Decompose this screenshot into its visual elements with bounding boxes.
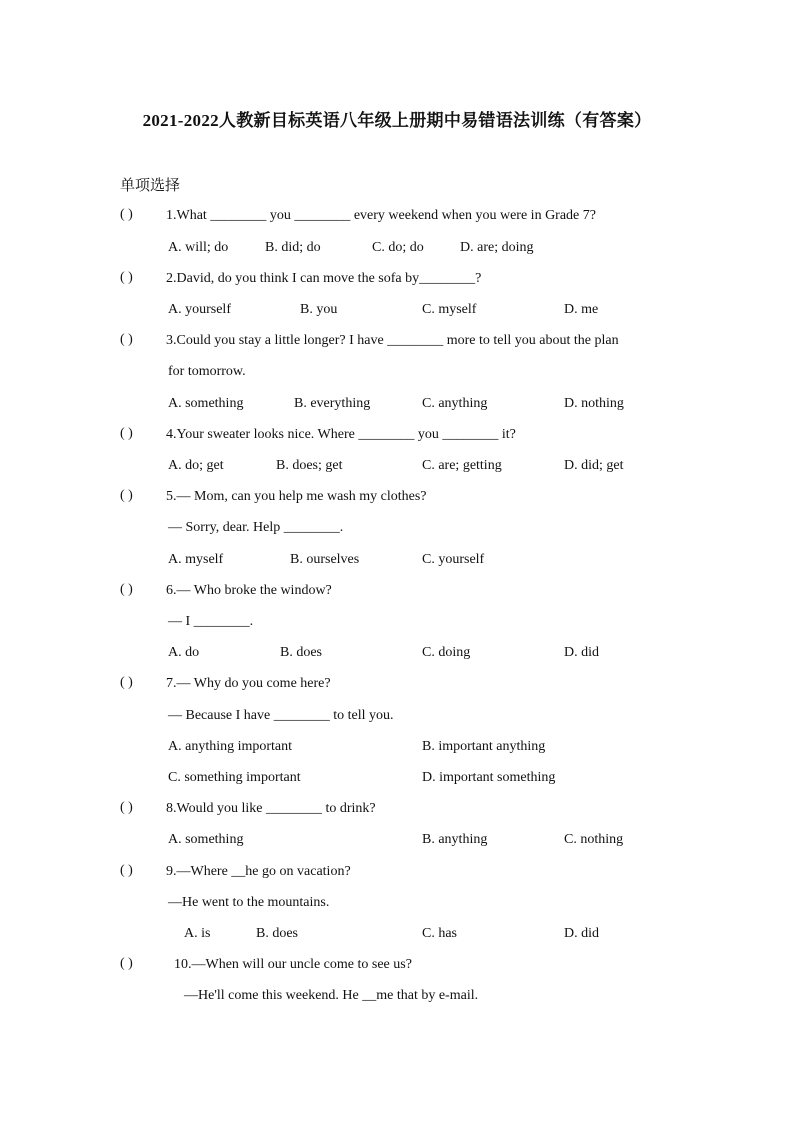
option-a: A. do — [168, 645, 200, 660]
option-c: C. yourself — [422, 552, 485, 567]
option-c: C. myself — [422, 302, 477, 317]
option-c: C. do; do — [372, 240, 424, 255]
option-a: A. something — [168, 832, 244, 847]
question-text: 4.Your sweater looks nice. Where ________ you ________ it? — [166, 427, 516, 442]
option-a: A. is — [184, 926, 211, 941]
option-d: D. did — [564, 926, 599, 941]
option-b: B. everything — [294, 396, 371, 411]
question-text-continued: — Because I have ________ to tell you. — [168, 708, 394, 723]
question-text-continued: —He'll come this weekend. He __me that by e-mail. — [184, 988, 479, 1003]
answer-blank: ( ) — [120, 426, 133, 441]
question-text-continued: —He went to the mountains. — [168, 895, 330, 910]
question-text: 9.—Where __he go on vacation? — [166, 864, 351, 879]
option-b: B. important anything — [422, 739, 546, 754]
option-a: A. yourself — [168, 302, 231, 317]
option-c: C. something important — [168, 770, 301, 785]
answer-blank: ( ) — [120, 332, 133, 347]
option-b: B. does; get — [276, 458, 343, 473]
option-c: C. anything — [422, 396, 488, 411]
document-title: 2021-2022人教新目标英语八年级上册期中易错语法训练（有答案） — [142, 111, 652, 130]
option-c: C. has — [422, 926, 457, 941]
option-b: B. does — [256, 926, 298, 941]
answer-blank: ( ) — [120, 956, 133, 971]
option-a: A. do; get — [168, 458, 224, 473]
question-text: 10.—When will our uncle come to see us? — [174, 957, 412, 972]
option-d: D. important something — [422, 770, 556, 785]
option-d: D. me — [564, 302, 599, 317]
question-text: 7.— Why do you come here? — [166, 676, 331, 691]
answer-blank: ( ) — [120, 863, 133, 878]
question-text-continued: — I ________. — [168, 614, 254, 629]
question-text: 5.— Mom, can you help me wash my clothes? — [166, 489, 427, 504]
option-c: C. are; getting — [422, 458, 502, 473]
question-text: 2.David, do you think I can move the sofa by________? — [166, 271, 482, 286]
option-c: C. nothing — [564, 832, 624, 847]
question-text: 3.Could you stay a little longer? I have ________ more to tell you about the plan — [166, 333, 619, 348]
option-d: D. did — [564, 645, 599, 660]
option-b: B. did; do — [265, 240, 321, 255]
question-text: 8.Would you like ________ to drink? — [166, 801, 376, 816]
option-b: B. anything — [422, 832, 488, 847]
question-text-continued: for tomorrow. — [168, 364, 246, 379]
answer-blank: ( ) — [120, 582, 133, 597]
option-b: B. ourselves — [290, 552, 360, 567]
option-d: D. are; doing — [460, 240, 534, 255]
option-c: C. doing — [422, 645, 471, 660]
section-heading: 单项选择 — [120, 178, 181, 194]
answer-blank: ( ) — [120, 270, 133, 285]
option-b: B. you — [300, 302, 338, 317]
answer-blank: ( ) — [120, 675, 133, 690]
option-a: A. something — [168, 396, 244, 411]
answer-blank: ( ) — [120, 488, 133, 503]
option-d: D. nothing — [564, 396, 624, 411]
question-text: 6.— Who broke the window? — [166, 583, 332, 598]
option-a: A. will; do — [168, 240, 229, 255]
option-d: D. did; get — [564, 458, 624, 473]
option-b: B. does — [280, 645, 322, 660]
question-text: 1.What ________ you ________ every weekend when you were in Grade 7? — [166, 208, 596, 223]
answer-blank: ( ) — [120, 207, 133, 222]
option-a: A. anything important — [168, 739, 293, 754]
option-a: A. myself — [168, 552, 224, 567]
question-text-continued: — Sorry, dear. Help ________. — [168, 520, 344, 535]
answer-blank: ( ) — [120, 800, 133, 815]
